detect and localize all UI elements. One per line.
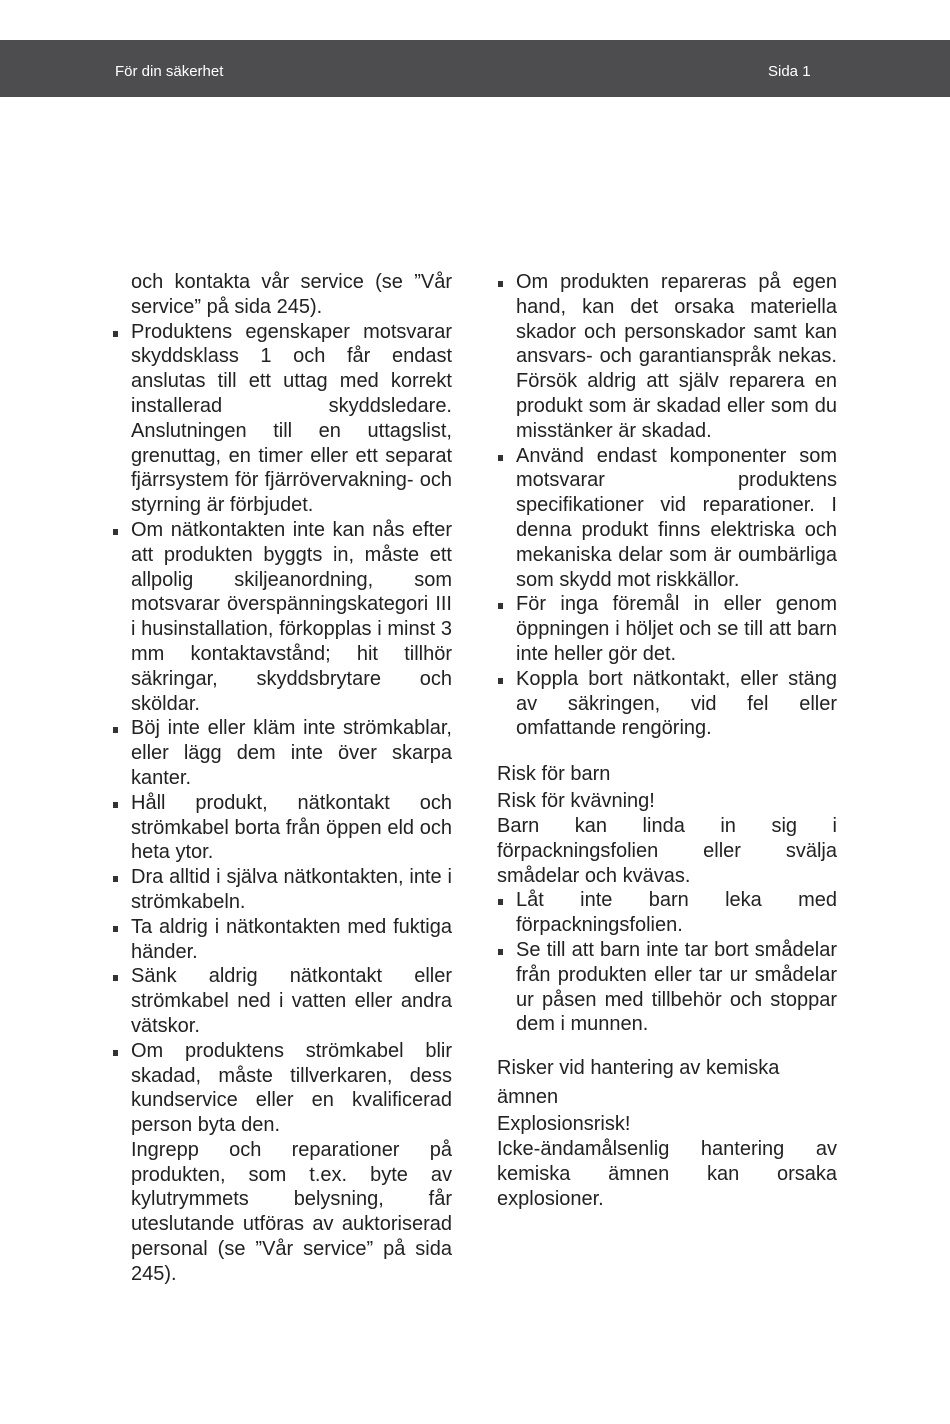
list-item-text: Om nätkontakten inte kan nås efter att produkten byggts in, måste ett allpolig skiljeanordning, som motsvarar överspänningskategori III i husinstallation, förkopplas i minst 3 mm kontaktavstånd; hit tillhör säkringar, skyddsbrytare och sköldar. bbox=[131, 518, 452, 715]
left-column bbox=[112, 270, 452, 1287]
bullet-square-icon bbox=[498, 949, 503, 955]
section-paragraph-chemicals: Icke-ändamålsenlig hantering av kemiska ämnen kan orsaka explosioner. bbox=[497, 1137, 837, 1210]
list-item-text: Använd endast komponenter som motsvarar produktens specifikationer vid reparationer. I denna produkt finns elektriska och mekaniska delar som är oumbärliga som skydd mot riskkällor. bbox=[516, 444, 837, 591]
section-subheading-suffocation: Risk för kvävning! bbox=[497, 790, 655, 813]
right-bullet-list bbox=[497, 270, 837, 741]
bullet-square-icon bbox=[498, 281, 503, 287]
list-item bbox=[112, 915, 452, 965]
list-item bbox=[497, 270, 837, 444]
list-item-text: Produktens egenskaper motsvarar skyddsklass 1 och får endast anslutas till ett uttag med korrekt installerad skyddsledare. Anslutningen till en uttagslist, grenuttag, en timer eller ett separat fjärrsystem för fjärrövervakning- och styrning är förbjudet. bbox=[131, 320, 452, 517]
list-item bbox=[497, 444, 837, 593]
list-item bbox=[497, 667, 837, 741]
right-column bbox=[497, 270, 837, 1211]
list-item-text: Dra alltid i själva nätkontakten, inte i strömkabeln. bbox=[131, 866, 452, 913]
bullet-square-icon bbox=[113, 1050, 118, 1056]
section-heading-children: Risk för barn bbox=[497, 763, 611, 786]
list-item bbox=[112, 791, 452, 865]
list-item bbox=[112, 716, 452, 790]
list-item bbox=[497, 938, 837, 1037]
bullet-square-icon bbox=[113, 727, 118, 733]
bullet-square-icon bbox=[113, 926, 118, 932]
bullet-square-icon bbox=[113, 802, 118, 808]
list-item-text: Sänk aldrig nätkontakt eller strömkabel ned i vatten eller andra vätskor. bbox=[131, 965, 452, 1037]
bullet-square-icon bbox=[498, 678, 503, 684]
list-item bbox=[112, 964, 452, 1038]
header-page-number: Sida 1 bbox=[768, 63, 811, 80]
list-item-text: Håll produkt, nätkontakt och strömkabel borta från öppen eld och heta ytor. bbox=[131, 791, 452, 864]
list-item-text: Om produkten repareras på egen hand, kan det orsaka materiella skador och personskador samt kan ansvars- och garantianspråk nekas. Försök aldrig att själv reparera en produkt som är skadad eller som du misstänker är skadad. bbox=[516, 271, 837, 442]
list-item-text: För inga föremål in eller genom öppningen i höljet och se till att barn inte heller gör det. bbox=[516, 593, 837, 665]
bullet-square-icon bbox=[113, 529, 118, 535]
bullet-square-icon bbox=[113, 876, 118, 882]
list-item-text: Se till att barn inte tar bort smådelar från produkten eller tar ur smådelar ur påsen med tillbehör och stoppar dem i munnen. bbox=[516, 938, 837, 1036]
header-section-title: För din säkerhet bbox=[115, 63, 224, 80]
left-intro-text: och kontakta vår service (se ”Vår service” på sida 245). bbox=[131, 271, 452, 318]
list-item-extra-text: Ingrepp och reparationer på produkten, som t.ex. byte av kylutrymmets belysning, får uteslutande utföras av auktoriserad personal (se ”Vår service” på sida 245). bbox=[131, 1138, 452, 1285]
section-heading-chemicals: Risker vid hantering av kemiska ämnen bbox=[497, 1057, 780, 1109]
bullet-square-icon bbox=[113, 331, 118, 337]
list-item bbox=[112, 1039, 452, 1287]
bullet-square-icon bbox=[498, 455, 503, 461]
list-item bbox=[112, 320, 452, 518]
list-item bbox=[497, 888, 837, 938]
bullet-square-icon bbox=[113, 975, 118, 981]
bullet-square-icon bbox=[498, 603, 503, 609]
list-item bbox=[112, 865, 452, 915]
list-item bbox=[497, 592, 837, 666]
list-item-text: Böj inte eller kläm inte strömkablar, eller lägg dem inte över skarpa kanter. bbox=[131, 717, 452, 789]
section-subheading-explosion: Explosionsrisk! bbox=[497, 1113, 631, 1136]
section-paragraph-children: Barn kan linda in sig i förpackningsfolien eller svälja smådelar och kvävas. bbox=[497, 814, 837, 887]
list-item-text: Koppla bort nätkontakt, eller stäng av säkringen, vid fel eller omfattande rengöring. bbox=[516, 667, 837, 740]
left-bullet-list bbox=[112, 320, 452, 1287]
list-item-text: Om produktens strömkabel blir skadad, måste tillverkaren, dess kundservice eller en kvalificerad person byta den. bbox=[131, 1039, 452, 1137]
list-item bbox=[112, 518, 452, 716]
list-item-text: Ta aldrig i nätkontakten med fuktiga händer. bbox=[131, 915, 452, 963]
page-header bbox=[0, 40, 950, 97]
children-bullet-list bbox=[497, 888, 837, 1037]
bullet-square-icon bbox=[498, 899, 503, 905]
list-item-text: Låt inte barn leka med förpackningsfolien. bbox=[516, 889, 837, 937]
